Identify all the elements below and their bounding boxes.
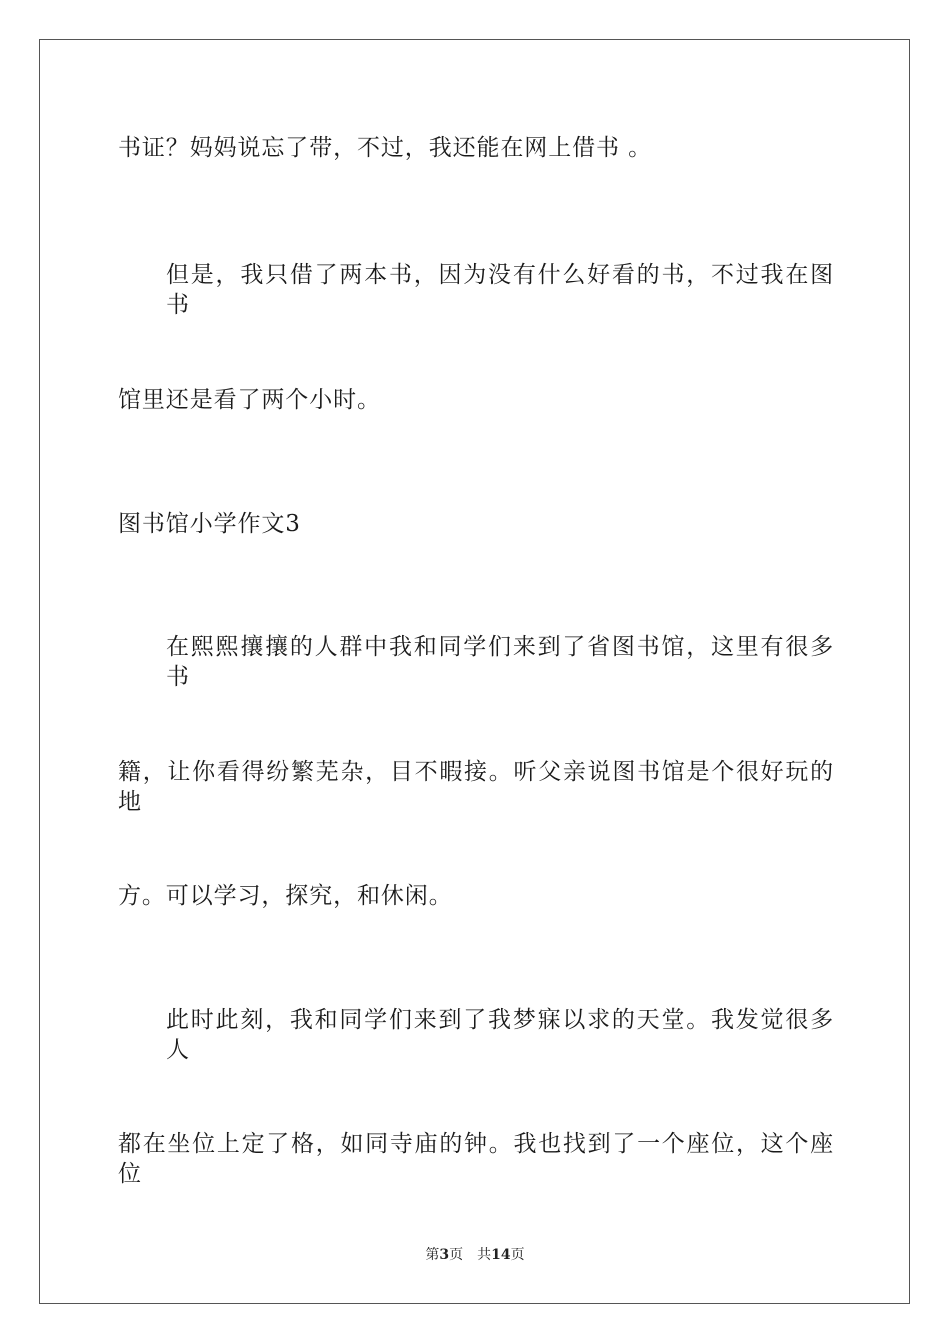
footer-page-number: 3 <box>439 1247 450 1263</box>
footer-total-suffix: 页 <box>510 1247 525 1263</box>
paragraph-line-6: 方。可以学习，探究，和休闲。 <box>118 883 453 909</box>
footer-total-prefix: 共 <box>477 1247 492 1263</box>
paragraph-line-1: 书证？妈妈说忘了带，不过，我还能在网上借书 。 <box>118 135 653 161</box>
paragraph-line-8: 都在坐位上定了格，如同寺庙的钟。我也找到了一个座位，这个座位 <box>118 1131 834 1187</box>
paragraph-line-7: 此时此刻，我和同学们来到了我梦寐以求的天堂。我发觉很多人 <box>166 1007 834 1063</box>
paragraph-line-3: 馆里还是看了两个小时。 <box>118 387 381 413</box>
footer-total-pages: 14 <box>491 1247 511 1263</box>
footer-page-suffix: 页 <box>449 1247 464 1263</box>
paragraph-line-5: 籍，让你看得纷繁芜杂，目不暇接。听父亲说图书馆是个很好玩的地 <box>118 759 834 815</box>
paragraph-line-4: 在熙熙攘攘的人群中我和同学们来到了省图书馆，这里有很多书 <box>166 634 834 690</box>
footer-page-prefix: 第 <box>425 1247 440 1263</box>
page-footer <box>0 1246 950 1264</box>
paragraph-line-2: 但是，我只借了两本书，因为没有什么好看的书，不过我在图书 <box>166 262 834 318</box>
section-heading: 图书馆小学作文3 <box>118 511 301 537</box>
